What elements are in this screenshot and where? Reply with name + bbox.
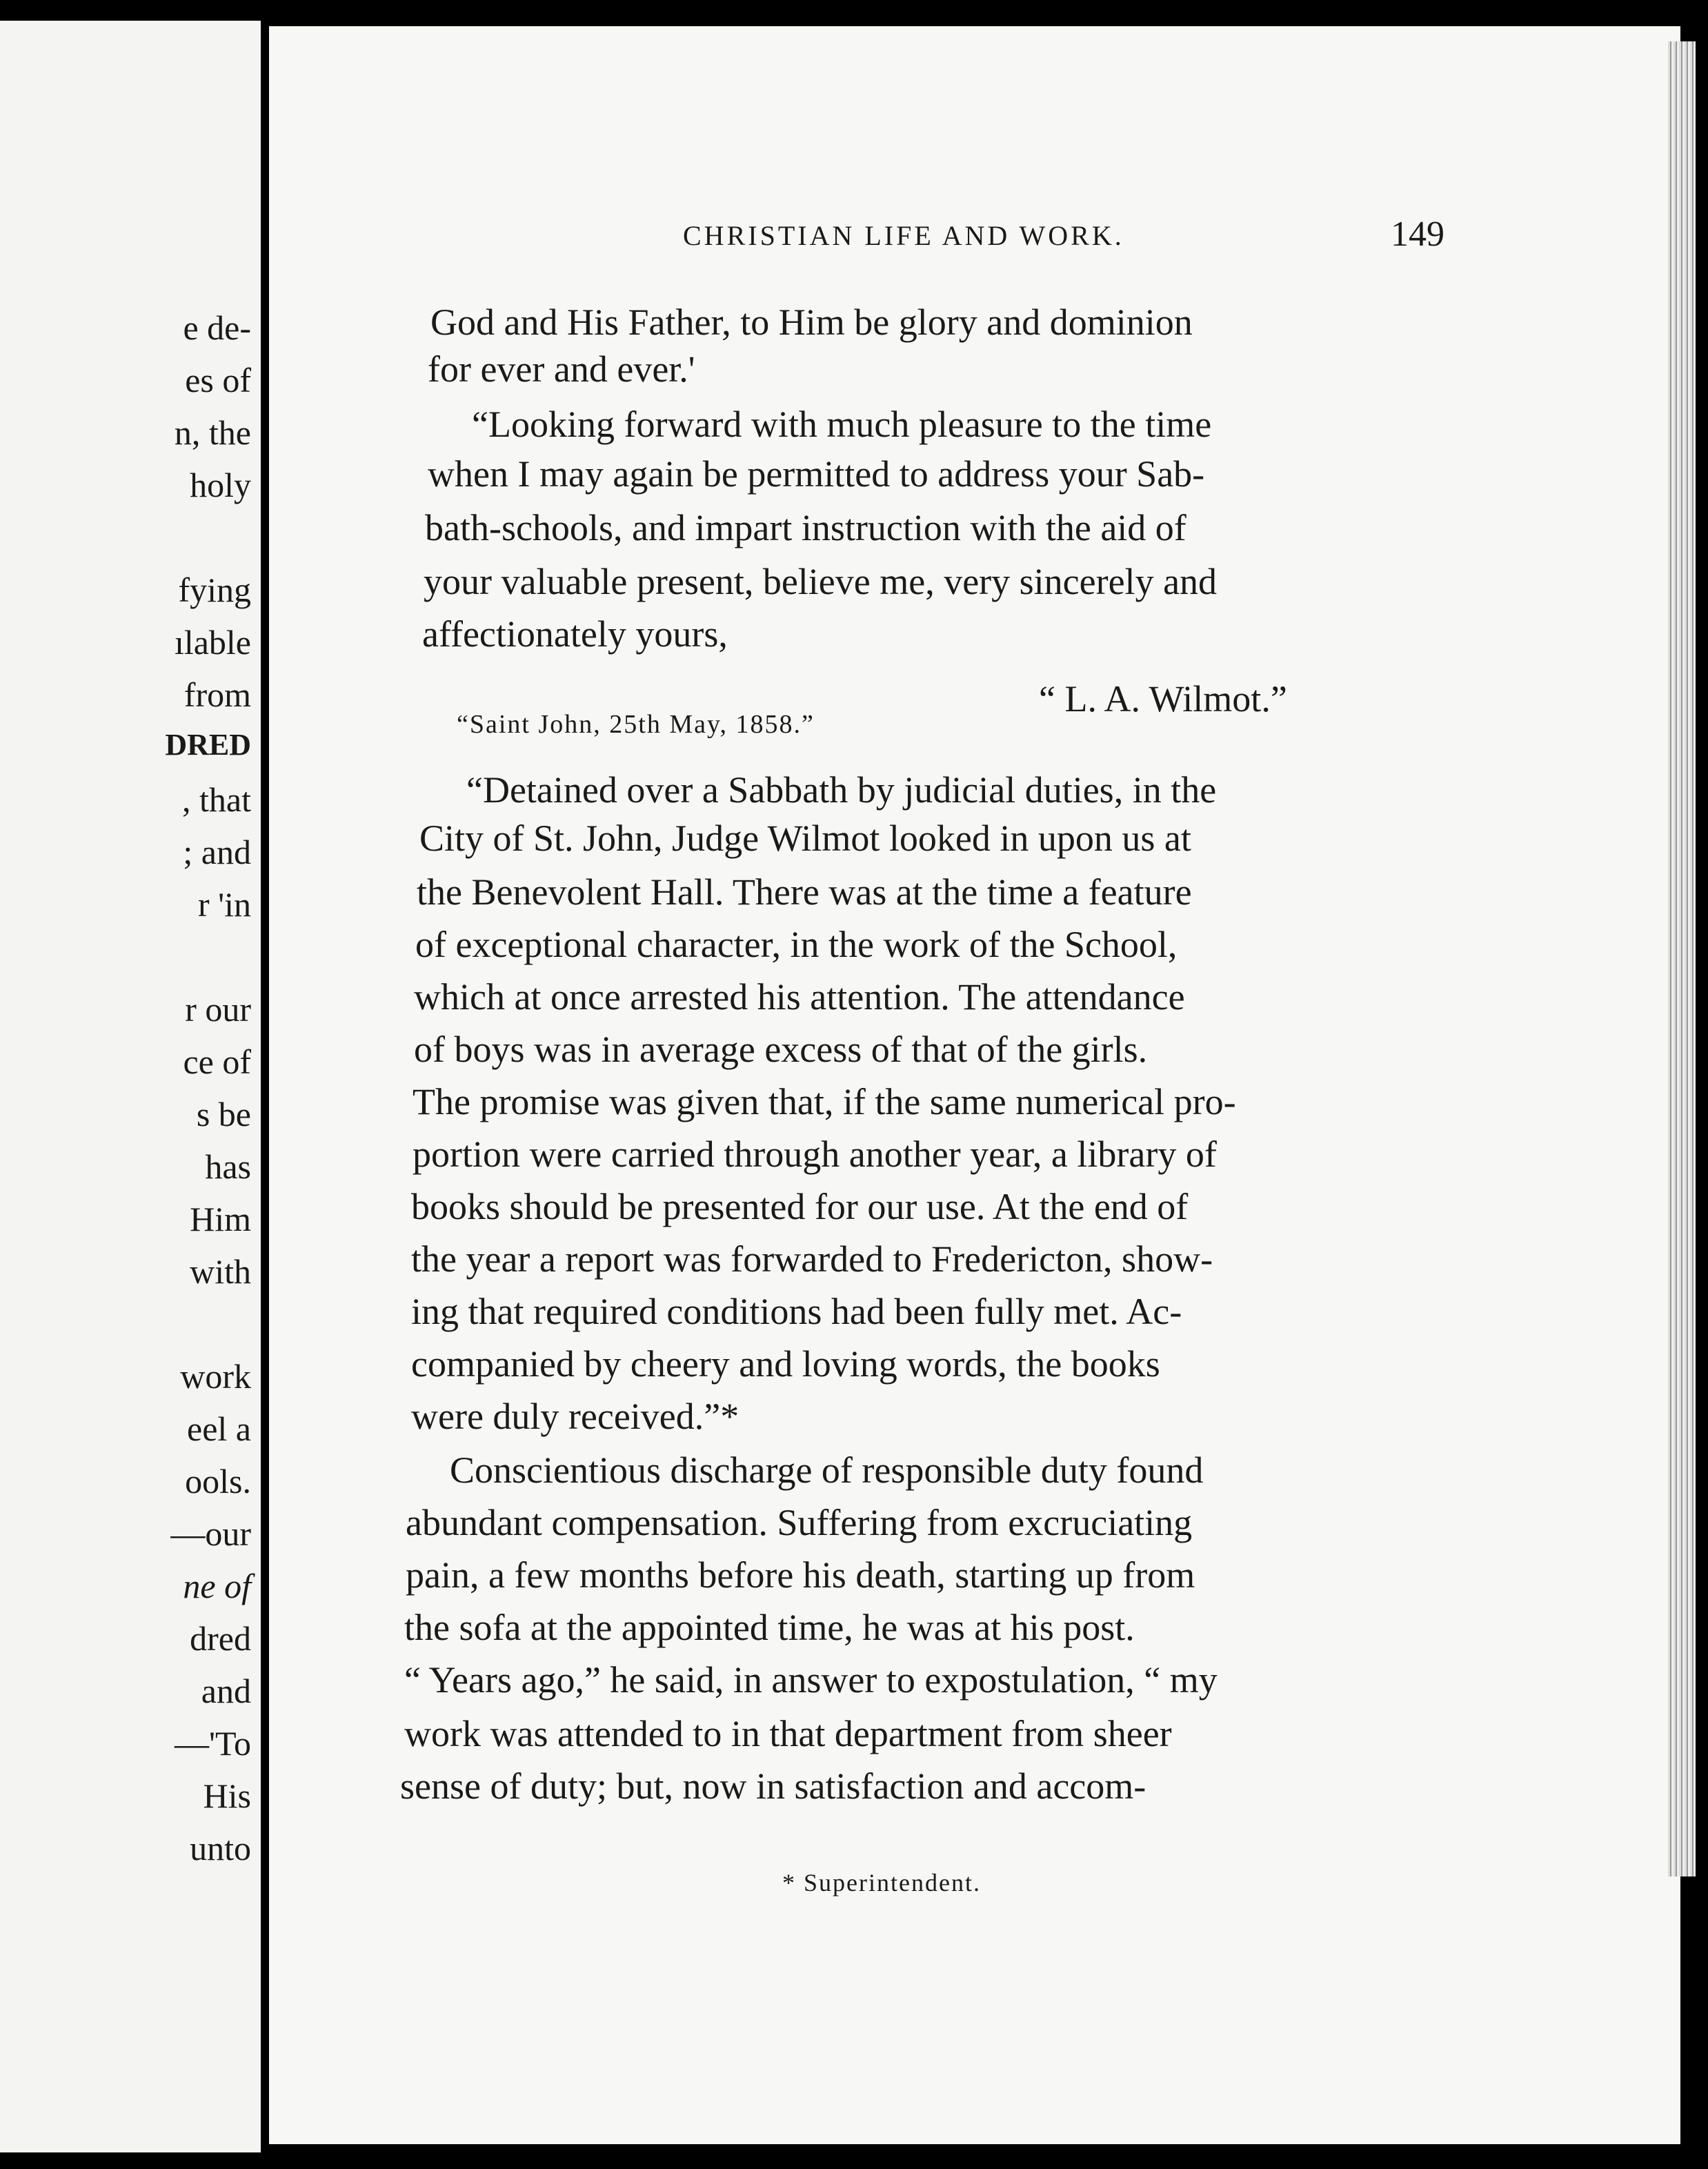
body-line: sense of duty; but, now in satisfaction and accom- [400, 1765, 1146, 1807]
body-line: Conscientious discharge of responsible duty found [450, 1449, 1204, 1491]
body-line: The promise was given that, if the same numerical pro- [413, 1081, 1236, 1122]
book-gutter [261, 0, 269, 2169]
facing-page-line: es of [185, 361, 251, 399]
facing-page-line: ; and [183, 833, 251, 871]
body-line: of boys was in average excess of that of the girls. [414, 1029, 1148, 1070]
body-line: your valuable present, believe me, very sincerely and [424, 561, 1218, 602]
facing-page-line: —'To [174, 1724, 251, 1763]
facing-page-line: Him [190, 1200, 251, 1238]
body-line: affectionately yours, [422, 613, 728, 655]
facing-page [0, 21, 261, 2152]
dateline: “Saint John, 25th May, 1858.” [457, 710, 815, 739]
body-line: “ Years ago,” he said, in answer to expostulation, “ my [404, 1659, 1218, 1701]
body-line: God and His Father, to Him be glory and dominion [430, 301, 1193, 343]
facing-page-line: with [190, 1252, 251, 1291]
facing-page-line: from [183, 675, 251, 714]
facing-page-line: DRED [165, 728, 251, 762]
facing-page-line: ce of [183, 1042, 251, 1081]
body-line: bath-schools, and impart instruction with the aid of [425, 507, 1186, 548]
body-line: “Looking forward with much pleasure to the time [472, 404, 1212, 445]
body-line: City of St. John, Judge Wilmot looked in upon us at [419, 818, 1191, 859]
facing-page-line: and [201, 1672, 251, 1710]
signature: “ L. A. Wilmot.” [1039, 678, 1287, 720]
body-line: pain, a few months before his death, starting up from [406, 1554, 1195, 1596]
facing-page-line: ılable [174, 623, 251, 662]
facing-page-line: holy [190, 466, 251, 504]
facing-page-line: eel a [187, 1409, 251, 1448]
facing-page-line: s be [196, 1095, 251, 1133]
facing-page-line: ne of [183, 1567, 251, 1605]
body-line: work was attended to in that department from sheer [404, 1713, 1172, 1754]
facing-page-line: r our [185, 990, 251, 1029]
facing-page-line: e de- [183, 308, 251, 347]
body-line: abundant compensation. Suffering from excruciating [406, 1502, 1193, 1543]
facing-page-line: , that [182, 780, 251, 819]
body-line: which at once arrested his attention. The attendance [414, 976, 1185, 1018]
facing-page-line: dred [190, 1619, 251, 1658]
body-line: portion were carried through another year, a library of [413, 1133, 1217, 1175]
facing-page-line: unto [190, 1829, 251, 1868]
body-line: of exceptional character, in the work of the School, [415, 924, 1178, 965]
body-line: companied by cheery and loving words, the books [411, 1343, 1160, 1385]
facing-page-line: His [203, 1776, 251, 1815]
facing-page-line: r 'in [197, 885, 251, 924]
facing-page-line: has [205, 1147, 251, 1186]
facing-page-line: —our [170, 1514, 251, 1553]
body-line: ing that required conditions had been fully met. Ac- [411, 1291, 1182, 1332]
body-line: were duly received.”* [411, 1396, 739, 1437]
running-head: CHRISTIAN LIFE AND WORK. [683, 220, 1124, 251]
facing-page-line: fying [178, 571, 251, 609]
body-line: the sofa at the appointed time, he was at his post. [404, 1607, 1135, 1648]
body-line: when I may again be permitted to address your Sab- [428, 453, 1205, 495]
body-line: “Detained over a Sabbath by judicial duties, in the [466, 769, 1217, 811]
page-number: 149 [1391, 215, 1444, 254]
body-line: for ever and ever.' [428, 348, 695, 390]
body-line: the Benevolent Hall. There was at the time a feature [417, 871, 1192, 913]
facing-page-line: work [180, 1357, 251, 1396]
body-line: books should be presented for our use. At the end of [411, 1186, 1189, 1227]
body-line: the year a report was forwarded to Fredericton, show- [411, 1238, 1213, 1280]
facing-page-line: n, the [174, 413, 251, 452]
facing-page-line: ools. [185, 1462, 251, 1501]
page-edges [1668, 41, 1696, 1876]
footnote: * Superintendent. [782, 1869, 981, 1896]
